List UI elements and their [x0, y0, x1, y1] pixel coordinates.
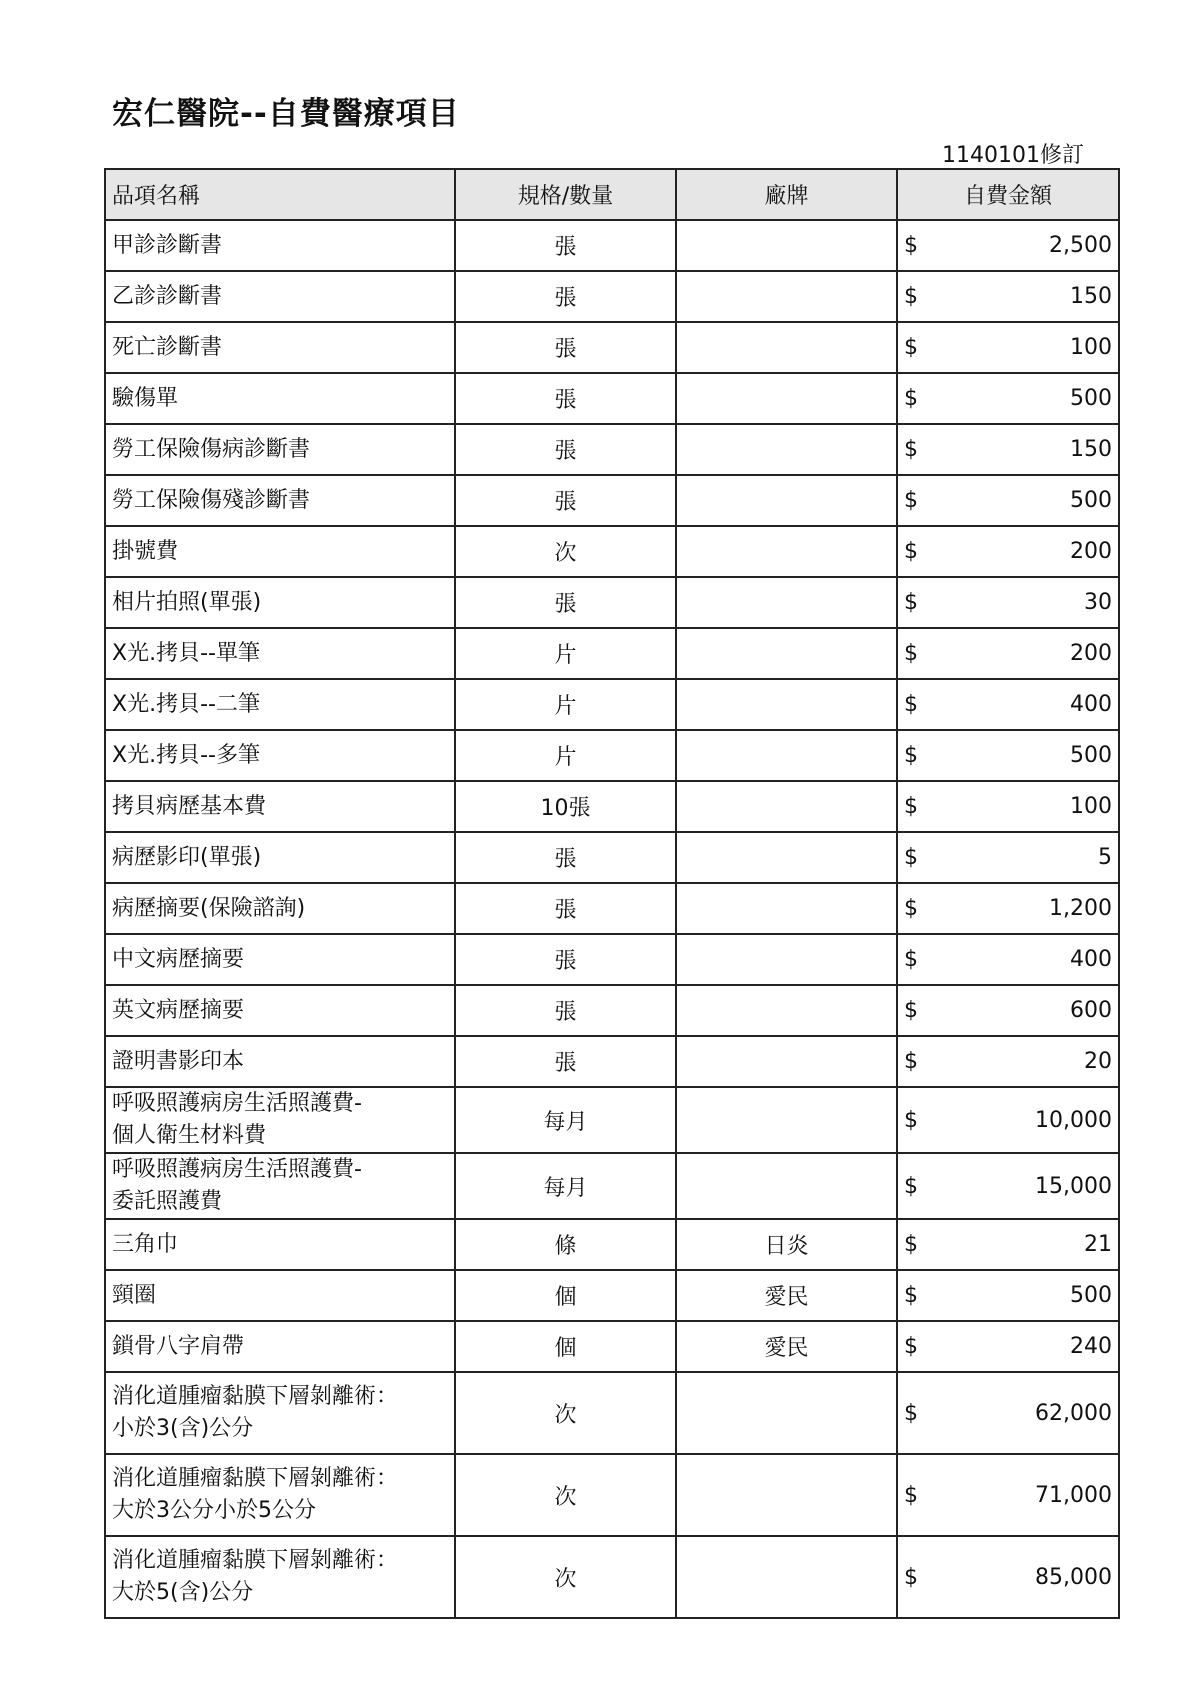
- brand-cell: [676, 934, 897, 985]
- amount-cell: [897, 424, 1119, 475]
- brand-cell: [676, 1036, 897, 1087]
- amount-value: 21: [1084, 1232, 1112, 1257]
- brand-cell: [676, 985, 897, 1036]
- item-name-line: 大於5(含)公分: [112, 1580, 254, 1605]
- spec-quantity-cell: 每月: [455, 1153, 676, 1219]
- table-row: [105, 934, 1119, 985]
- amount-cell: [897, 1321, 1119, 1372]
- brand-cell: [676, 577, 897, 628]
- item-name-cell: [105, 628, 455, 679]
- table-row: [105, 1087, 1119, 1153]
- item-name-cell: [105, 1372, 455, 1454]
- brand-cell: [676, 1153, 897, 1219]
- item-name-line: 消化道腫瘤黏膜下層剝離術：: [112, 1548, 399, 1573]
- amount-value: 20: [1084, 1049, 1112, 1074]
- amount-cell: [897, 832, 1119, 883]
- column-header-spec-quantity: 規格/數量: [455, 169, 676, 220]
- spec-quantity-cell: 張: [455, 577, 676, 628]
- item-name-line: 小於3(含)公分: [112, 1416, 254, 1441]
- currency-symbol: $: [904, 386, 918, 411]
- brand-cell: 愛民: [676, 1270, 897, 1321]
- item-name-line: X光.拷貝--二筆: [112, 691, 260, 717]
- item-name-line: 消化道腫瘤黏膜下層剝離術：: [112, 1384, 399, 1409]
- brand-cell: [676, 322, 897, 373]
- item-name-line: 拷貝病歷基本費: [112, 793, 267, 819]
- amount-cell: [897, 781, 1119, 832]
- amount-value: 600: [1070, 998, 1112, 1023]
- amount-cell: [897, 1454, 1119, 1536]
- item-name-line: 勞工保險傷殘診斷書: [112, 487, 311, 513]
- amount-value: 500: [1070, 488, 1112, 513]
- item-name-cell: [105, 730, 455, 781]
- item-name-cell: [105, 424, 455, 475]
- item-name-cell: [105, 781, 455, 832]
- item-name-cell: [105, 220, 455, 271]
- amount-cell: [897, 373, 1119, 424]
- currency-symbol: $: [904, 743, 918, 768]
- amount-cell: [897, 730, 1119, 781]
- table-row: [105, 1219, 1119, 1270]
- item-name-line: X光.拷貝--多筆: [112, 742, 260, 768]
- amount-cell: [897, 1536, 1119, 1618]
- item-name-cell: [105, 475, 455, 526]
- amount-value: 150: [1070, 437, 1112, 462]
- spec-quantity-cell: 10張: [455, 781, 676, 832]
- item-name-cell: [105, 1087, 455, 1153]
- brand-cell: [676, 424, 897, 475]
- table-row: [105, 628, 1119, 679]
- table-row: [105, 373, 1119, 424]
- amount-cell: [897, 934, 1119, 985]
- brand-cell: [676, 679, 897, 730]
- amount-cell: [897, 220, 1119, 271]
- currency-symbol: $: [904, 1049, 918, 1074]
- item-name-line: 甲診診斷書: [112, 232, 223, 258]
- table-row: [105, 475, 1119, 526]
- currency-symbol: $: [904, 1173, 918, 1199]
- amount-cell: [897, 679, 1119, 730]
- amount-value: 500: [1070, 743, 1112, 768]
- currency-symbol: $: [904, 692, 918, 717]
- brand-cell: [676, 1536, 897, 1618]
- item-name-cell: [105, 1036, 455, 1087]
- amount-cell: [897, 1036, 1119, 1087]
- spec-quantity-cell: 張: [455, 985, 676, 1036]
- item-name-cell: [105, 577, 455, 628]
- item-name-line: 相片拍照(單張): [112, 589, 262, 615]
- table-row: [105, 781, 1119, 832]
- revision-date: 1140101修訂: [942, 143, 1084, 168]
- column-header-item-name: 品項名稱: [105, 169, 455, 220]
- table-row: [105, 322, 1119, 373]
- amount-value: 2,500: [1049, 233, 1112, 258]
- brand-cell: [676, 730, 897, 781]
- brand-cell: [676, 628, 897, 679]
- table-row: [105, 679, 1119, 730]
- item-name-line: 呼吸照護病房生活照護費-: [112, 1091, 362, 1116]
- item-name-line: 三角巾: [112, 1231, 179, 1257]
- item-name-line: 中文病歷摘要: [112, 946, 245, 972]
- currency-symbol: $: [904, 845, 918, 870]
- amount-cell: [897, 271, 1119, 322]
- item-name-cell: [105, 1321, 455, 1372]
- item-name-cell: [105, 934, 455, 985]
- spec-quantity-cell: 張: [455, 271, 676, 322]
- spec-quantity-cell: 片: [455, 679, 676, 730]
- table-row: [105, 1036, 1119, 1087]
- brand-cell: [676, 271, 897, 322]
- amount-cell: [897, 985, 1119, 1036]
- brand-cell: [676, 832, 897, 883]
- currency-symbol: $: [904, 539, 918, 564]
- currency-symbol: $: [904, 1232, 918, 1257]
- table-row: [105, 985, 1119, 1036]
- item-name-cell: [105, 373, 455, 424]
- currency-symbol: $: [904, 641, 918, 666]
- currency-symbol: $: [904, 488, 918, 513]
- currency-symbol: $: [904, 335, 918, 360]
- item-name-cell: [105, 1153, 455, 1219]
- item-name-line: 呼吸照護病房生活照護費-: [112, 1157, 362, 1182]
- amount-value: 500: [1070, 1283, 1112, 1308]
- spec-quantity-cell: 個: [455, 1321, 676, 1372]
- amount-value: 100: [1070, 794, 1112, 819]
- item-name-cell: [105, 526, 455, 577]
- item-name-line: 死亡診斷書: [112, 334, 223, 360]
- item-name-line: 病歷影印(單張): [112, 844, 262, 870]
- amount-value: 500: [1070, 386, 1112, 411]
- spec-quantity-cell: 每月: [455, 1087, 676, 1153]
- table-row: [105, 1536, 1119, 1618]
- table-row: [105, 1270, 1119, 1321]
- item-name-line: 頸圈: [112, 1282, 157, 1308]
- amount-cell: [897, 1372, 1119, 1454]
- currency-symbol: $: [904, 998, 918, 1023]
- amount-value: 200: [1070, 539, 1112, 564]
- spec-quantity-cell: 張: [455, 424, 676, 475]
- table-row: [105, 730, 1119, 781]
- amount-value: 240: [1070, 1334, 1112, 1359]
- brand-cell: [676, 475, 897, 526]
- amount-cell: [897, 628, 1119, 679]
- spec-quantity-cell: 張: [455, 475, 676, 526]
- fee-table: [104, 168, 1120, 1619]
- brand-cell: [676, 373, 897, 424]
- spec-quantity-cell: 張: [455, 220, 676, 271]
- brand-cell: [676, 526, 897, 577]
- item-name-cell: [105, 883, 455, 934]
- item-name-line: 委託照護費: [112, 1189, 223, 1214]
- table-row: [105, 577, 1119, 628]
- amount-value: 71,000: [1035, 1482, 1112, 1508]
- spec-quantity-cell: 個: [455, 1270, 676, 1321]
- brand-cell: [676, 220, 897, 271]
- spec-quantity-cell: 張: [455, 373, 676, 424]
- table-row: [105, 1372, 1119, 1454]
- fee-table-body: [105, 220, 1119, 1618]
- currency-symbol: $: [904, 284, 918, 309]
- amount-value: 30: [1084, 590, 1112, 615]
- amount-cell: [897, 1153, 1119, 1219]
- spec-quantity-cell: 次: [455, 1454, 676, 1536]
- amount-cell: [897, 322, 1119, 373]
- column-header-self-pay-amount: 自費金額: [897, 169, 1119, 220]
- column-header-brand: 廠牌: [676, 169, 897, 220]
- item-name-cell: [105, 1536, 455, 1618]
- page-title: 宏仁醫院--自費醫療項目: [112, 96, 460, 132]
- table-row: [105, 1454, 1119, 1536]
- amount-value: 62,000: [1035, 1400, 1112, 1426]
- brand-cell: [676, 1372, 897, 1454]
- amount-cell: [897, 475, 1119, 526]
- amount-value: 15,000: [1035, 1173, 1112, 1199]
- spec-quantity-cell: 張: [455, 883, 676, 934]
- item-name-cell: [105, 679, 455, 730]
- item-name-line: 個人衛生材料費: [112, 1123, 267, 1148]
- amount-value: 5: [1098, 845, 1112, 870]
- table-row: [105, 883, 1119, 934]
- brand-cell: [676, 1454, 897, 1536]
- table-header-row: [105, 169, 1119, 220]
- item-name-line: 英文病歷摘要: [112, 997, 245, 1023]
- table-row: [105, 526, 1119, 577]
- brand-cell: 愛民: [676, 1321, 897, 1372]
- currency-symbol: $: [904, 590, 918, 615]
- spec-quantity-cell: 張: [455, 934, 676, 985]
- spec-quantity-cell: 片: [455, 628, 676, 679]
- item-name-cell: [105, 1454, 455, 1536]
- spec-quantity-cell: 次: [455, 1372, 676, 1454]
- spec-quantity-cell: 次: [455, 1536, 676, 1618]
- spec-quantity-cell: 張: [455, 1036, 676, 1087]
- table-row: [105, 1321, 1119, 1372]
- amount-value: 400: [1070, 692, 1112, 717]
- amount-value: 10,000: [1035, 1107, 1112, 1133]
- item-name-cell: [105, 832, 455, 883]
- table-row: [105, 1153, 1119, 1219]
- currency-symbol: $: [904, 896, 918, 921]
- amount-cell: [897, 883, 1119, 934]
- amount-cell: [897, 1270, 1119, 1321]
- item-name-cell: [105, 1219, 455, 1270]
- item-name-line: 病歷摘要(保險諮詢): [112, 895, 306, 921]
- currency-symbol: $: [904, 1334, 918, 1359]
- currency-symbol: $: [904, 947, 918, 972]
- item-name-line: 消化道腫瘤黏膜下層剝離術：: [112, 1466, 399, 1491]
- item-name-line: 勞工保險傷病診斷書: [112, 436, 311, 462]
- item-name-line: 鎖骨八字肩帶: [112, 1333, 245, 1359]
- item-name-cell: [105, 985, 455, 1036]
- currency-symbol: $: [904, 1564, 918, 1590]
- item-name-cell: [105, 271, 455, 322]
- amount-value: 1,200: [1049, 896, 1112, 921]
- amount-value: 400: [1070, 947, 1112, 972]
- currency-symbol: $: [904, 794, 918, 819]
- item-name-line: 驗傷單: [112, 385, 179, 411]
- item-name-line: 大於3公分小於5公分: [112, 1498, 316, 1523]
- currency-symbol: $: [904, 233, 918, 258]
- brand-cell: 日炎: [676, 1219, 897, 1270]
- item-name-cell: [105, 322, 455, 373]
- item-name-cell: [105, 1270, 455, 1321]
- table-row: [105, 424, 1119, 475]
- amount-value: 100: [1070, 335, 1112, 360]
- item-name-line: 證明書影印本: [112, 1048, 245, 1074]
- spec-quantity-cell: 張: [455, 322, 676, 373]
- item-name-line: 乙診診斷書: [112, 283, 223, 309]
- table-row: [105, 220, 1119, 271]
- currency-symbol: $: [904, 1283, 918, 1308]
- currency-symbol: $: [904, 1107, 918, 1133]
- currency-symbol: $: [904, 437, 918, 462]
- table-row: [105, 271, 1119, 322]
- brand-cell: [676, 883, 897, 934]
- spec-quantity-cell: 片: [455, 730, 676, 781]
- brand-cell: [676, 1087, 897, 1153]
- item-name-line: 掛號費: [112, 538, 179, 564]
- spec-quantity-cell: 條: [455, 1219, 676, 1270]
- amount-cell: [897, 526, 1119, 577]
- spec-quantity-cell: 次: [455, 526, 676, 577]
- table-row: [105, 832, 1119, 883]
- amount-cell: [897, 1219, 1119, 1270]
- amount-value: 85,000: [1035, 1564, 1112, 1590]
- currency-symbol: $: [904, 1400, 918, 1426]
- amount-cell: [897, 577, 1119, 628]
- amount-value: 200: [1070, 641, 1112, 666]
- brand-cell: [676, 781, 897, 832]
- currency-symbol: $: [904, 1482, 918, 1508]
- amount-cell: [897, 1087, 1119, 1153]
- spec-quantity-cell: 張: [455, 832, 676, 883]
- amount-value: 150: [1070, 284, 1112, 309]
- item-name-line: X光.拷貝--單筆: [112, 640, 260, 666]
